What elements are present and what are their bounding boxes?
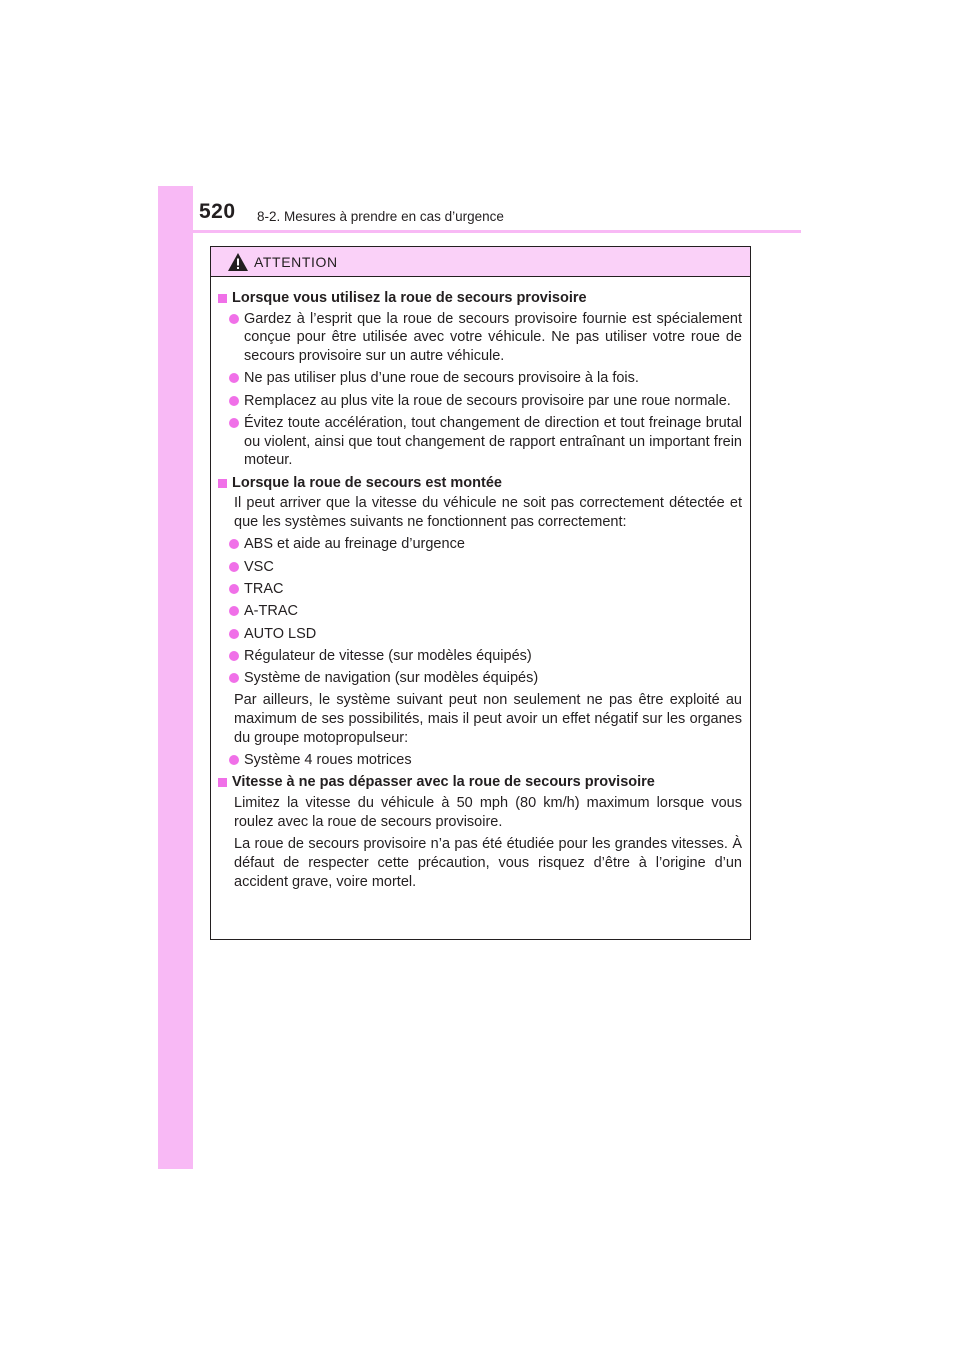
- caution-header: [211, 247, 750, 277]
- list-item: A-TRAC: [229, 602, 742, 621]
- dot-bullet-icon: [229, 373, 239, 383]
- section-heading: Lorsque vous utilisez la roue de secours provisoire: [216, 289, 742, 308]
- list-item: Système 4 roues motrices: [229, 751, 742, 770]
- list-item: Système de navigation (sur modèles équipés): [229, 669, 742, 688]
- square-bullet-icon: [218, 778, 227, 787]
- square-bullet-icon: [218, 294, 227, 303]
- dot-bullet-icon: [229, 562, 239, 572]
- dot-bullet-icon: [229, 651, 239, 661]
- section-heading: Lorsque la roue de secours est montée: [216, 474, 742, 493]
- paragraph: Limitez la vitesse du véhicule à 50 mph (80 km/h) maximum lorsque vous roulez avec la roue de secours provisoire.: [234, 795, 742, 830]
- list-item: ABS et aide au freinage d’urgence: [229, 535, 742, 554]
- dot-bullet-icon: [229, 396, 239, 406]
- list-item: VSC: [229, 558, 742, 577]
- caution-box: [210, 246, 751, 940]
- paragraph: Il peut arriver que la vitesse du véhicule ne soit pas correctement détectée et que les systèmes suivants ne fonctionnent pas correctement:: [234, 495, 742, 531]
- caution-body: [211, 277, 750, 891]
- warning-triangle-icon: [227, 252, 249, 272]
- dot-bullet-icon: [229, 584, 239, 594]
- header-rule: [158, 230, 801, 233]
- dot-bullet-icon: [229, 418, 239, 428]
- square-bullet-icon: [218, 479, 227, 488]
- dot-bullet-icon: [229, 606, 239, 616]
- page-number: 520: [199, 200, 236, 223]
- dot-bullet-icon: [229, 314, 239, 324]
- list-item: Évitez toute accélération, tout changement de direction et tout freinage brutal ou violent, ainsi que tout changement de rapport entraînant un important frein moteur.: [229, 414, 742, 470]
- list-item: TRAC: [229, 580, 742, 599]
- section-title: 8-2. Mesures à prendre en cas d’urgence: [257, 209, 504, 224]
- list-item: AUTO LSD: [229, 625, 742, 644]
- paragraph: La roue de secours provisoire n’a pas été étudiée pour les grandes vitesses. À défaut de respecter cette précaution, vous risquez d’être à l’origine d’un accident grave, voire mortel.: [234, 836, 742, 890]
- list-item: Ne pas utiliser plus d’une roue de secours provisoire à la fois.: [229, 369, 742, 388]
- dot-bullet-icon: [229, 673, 239, 683]
- dot-bullet-icon: [229, 539, 239, 549]
- list-item: Remplacez au plus vite la roue de secours provisoire par une roue normale.: [229, 392, 742, 411]
- dot-bullet-icon: [229, 755, 239, 765]
- list-item: Régulateur de vitesse (sur modèles équipés): [229, 647, 742, 666]
- paragraph: Par ailleurs, le système suivant peut non seulement ne pas être exploité au maximum de ses possibilités, mais il peut avoir un effet négatif sur les organes du groupe motopropulseur:: [234, 692, 742, 746]
- section-heading: Vitesse à ne pas dépasser avec la roue de secours provisoire: [216, 773, 742, 792]
- caution-title: ATTENTION: [254, 254, 338, 270]
- dot-bullet-icon: [229, 629, 239, 639]
- side-tab-strip: [158, 186, 193, 1169]
- list-item: Gardez à l’esprit que la roue de secours provisoire fournie est spécialement conçue pour être utilisée avec votre véhicule. Ne pas utiliser votre roue de secours provisoire sur un autre véhicule.: [229, 310, 742, 366]
